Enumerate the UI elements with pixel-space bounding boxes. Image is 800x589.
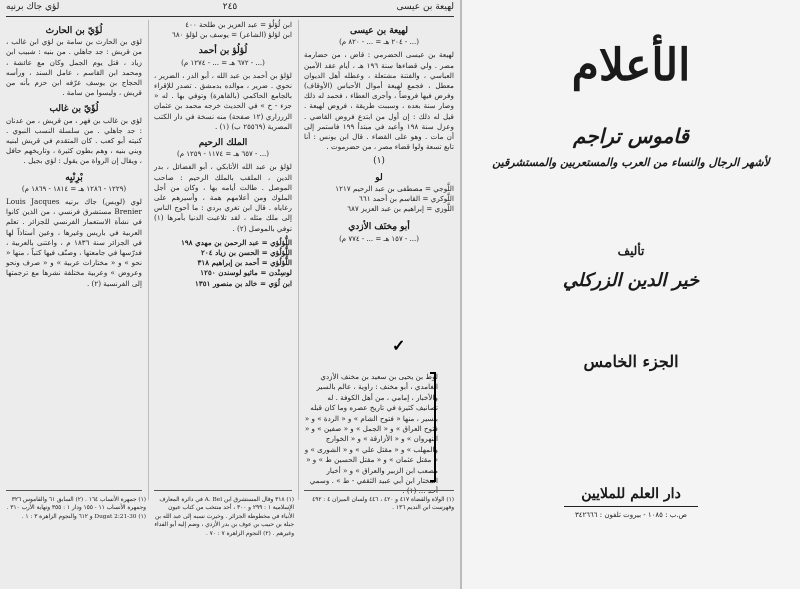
entry-title: لهيعة بن عيسى <box>349 26 408 36</box>
reference-line: ابن لُوَي = خالد بن منصور ١٣٥١ <box>195 278 292 288</box>
entry-text: لوي (لويس) جاك برنيه Louis Jacques Brenier مستشرق فرنسي ، من الذين كانوا في نشأة الاستعمار الفرنسي للجزائر . تعلم العربية في باريس وغيرها ، وعين أستاذاً لها في الجزائر سنة ١٨٣٦ م ، واعتنى بالعربية ، فدرّسها في جامعتها ، وصنّف فيها كتباً ، منها « نحو » و « مختارات عربية » و « صرف ونحو وعروض » وعربية مختلفة نشرها مع ترجمتها إلى الفرنسية (٢) . <box>6 197 142 288</box>
entry-text: لؤي بن غالب بن فهر ، من قريش ، من عدنان : جد جاهلي . من سلسلة النسب النبوي . كنيته أبو كعب . كان المتقدم في قريش لبنيه وبني بنيه ، وهم بطون كثيرة ، وتاريخهم حافل ، ويقال إن الرواة من يقول : لؤي بجيل . <box>6 115 142 166</box>
handwritten-checkmark-icon: ✓ <box>392 336 406 355</box>
author-label: تأليف <box>617 244 645 258</box>
header-rule <box>6 16 454 17</box>
reference-line: لوسِنْدن = ماثيو لوسندن ١٢٥٠ <box>200 268 292 278</box>
page-number: ٢٤٥ <box>222 2 238 12</box>
highlighted-entry-text: لوط بن يحيى بن سعيد بن مخنف الأزدي الغامدي ، أبو مخنف : راوية ، عالم بالسير والأخبار ، إمامي ، من أهل الكوفة . له تصانيف كثيرة في تاريخ عصره وما كان قبله بيسير ، منها « فتوح الشام » و « الردة » و « فتوح العراق » و « الجمل » و « صفين » و « النهروان » و « الأزارقة » و « الخوارج والمهلب » و « مقتل علي » و « الشورى » و « مقتل عثمان » و « مقتل الحسين ط » و « مصعب ابن الزبير والعراق » و « أخبار المختار ابن أبي عبيد الثقفي - ط » . وسمي <box>304 372 438 486</box>
volume-label: الجزء الخامس <box>583 352 679 371</box>
entry-text: لؤي بن الحارث بن سامة بن لؤي ابن غالب ، من قريش : جد جاهلي . من بنيه : شبيب ابن زياد ، قتل يوم الجمل وكان مع عائشة ، ومحمد ابن القاسم ، عامل السند ، ورأسه الحجاج بن يوسف عرّفه ابن حزم بأنه من قريش ، وليسوا من سامة . <box>6 37 142 98</box>
publisher-name: دار العلم للملايين <box>581 486 681 502</box>
footnote-rule <box>154 490 292 491</box>
entry-text: لؤلؤ بن أحمد بن عبد الله ، أبو الدر ، الضرير ، نحوي . ضرير ، موالده بدمشق . تصدر للإقراء بالجامع الحاكمي (بالقاهرة) وتوفي بها . له « جزء - خ » في الحديث خرجه محمد بن عثمان الزرزاري (١٢ صفحة) منه نسخة في دار الكتب المصرية (٢٥٥٦٩ ب) (١) . <box>154 70 292 131</box>
column-right <box>304 20 454 247</box>
reference-line: اللَّوزي = إبراهيم بن عبد العزيز ٦٨٧ <box>347 204 454 214</box>
publisher-rule <box>564 506 698 507</box>
footnote: (١) الولاة والقضاة ٤١٧ و ٤٢٠ ، ٤٤٦ ولسان الميزان ٤ : ٤٩٢ وفهرست ابن النديم ١٣٦ . <box>312 497 454 512</box>
header-right-word: لهيعة بن عيسى <box>396 2 454 12</box>
footnote: (١) ٣١٨ وقال المستشرق ابن A. Bel في دائرة المعارف الإسلامية ١ : ٢٩٩ و ٣٠٠ ، أحد منتخب من كتاب عيون الأنباء في مخطوطة الجزائر . وخيرت نسبه إلى عبد الله بن جبلة بن حبيب بن عوف بن بدر الأزدي ، وضم إليه أبو الفداء وغيرهم . (٢) النجوم الزاهرة ٧ : ٧٠ . <box>154 497 294 537</box>
reference-line: اللُّؤلُؤي = الحسن بن زياد ٢٠٤ <box>201 248 292 258</box>
column-left <box>6 20 142 293</box>
reference-line: اللَّوكري = القاسم بن أحمد ٦٦١ <box>359 194 454 204</box>
entry-title: لو <box>375 172 383 183</box>
column-middle <box>154 20 292 289</box>
publisher-address: ص.ب : ١٠٨٥ - بيروت تلفون : ٣٤٢٦٦٦ <box>574 511 687 519</box>
footnote: (١) جمهرة الأنساب ١٦٤ . (٢) السابق ٦١ والقاموس ٣٢٦ وجمهرة الأنساب ١١ - ١٥٥ ودار ١ : ٣٥٥ ونهاية الأرب ٣١٠ . (١) Dugat 2:21-30 و ٦١٢ والنجوم الزاهرة ٣ : ١ . <box>6 497 146 520</box>
reference-line: اللُّؤلُؤي = أحمد بن إبراهيم ٣١٨ <box>197 258 292 268</box>
author-name: خير الدين الزركلي <box>562 270 700 291</box>
reference-line: اللُّؤلُؤي = عبد الرحمن بن مهدي ١٩٨ <box>181 237 292 247</box>
entry-dates: (... - ٦٥٧ هـ = ١١٧٤ - ١٢٥٩ م) <box>176 150 270 159</box>
citation-mark: (١) <box>373 156 385 167</box>
column-divider <box>148 20 149 500</box>
reference-line: اللَّوجي = مصطفى بن عبد الرحيم ١٢١٧ <box>335 183 454 193</box>
book-title: الأعلام <box>571 40 691 91</box>
entry-text: لؤلؤ بن عبد الله الأتابكي ، أبو الفضائل ، بدر الدين ، الملقب بالملك الرحيم : صاحب الموصل . طالت أيامه بها ، وكان من أجل الملوك ومن أعلامهم همة ، وأسيرهم على رعاياه . قال ابن تغري بردي : ما أحوج الناس إلى ملك مثله ، لقد تلاعبت الدنيا بأمرها (١) توفي بالموصل (٢) . <box>154 162 292 233</box>
entry-title: لُؤَيّ بن الحارث <box>45 26 103 36</box>
entry-title: لُؤلُؤ بن أحمد <box>198 46 248 57</box>
entry-title: لُؤَيّ بن غالب <box>49 104 99 115</box>
footnote-rule <box>6 490 142 491</box>
reference-line: ابن لُؤلُؤ = عبد العزيز بن طلحة ٤٠٠ <box>185 20 292 29</box>
book-subtitle-line2: لأشهر الرجال والنساء من العرب والمستعربين والمستشرقين <box>492 156 770 169</box>
title-block <box>462 0 800 589</box>
running-header <box>6 2 454 16</box>
entry-title: الملك الرحيم <box>198 138 248 149</box>
title-page <box>462 0 800 589</box>
reference-line: ابن لؤلؤ (الشاعر) = يوسف بن لؤلؤ ٦٨٠ <box>172 30 292 40</box>
handwritten-bracket <box>430 372 436 482</box>
entry-title: أبو مِخنَف الأزدي <box>348 222 410 233</box>
entry-dates: (... - ١٥٧ هـ = ... - ٧٧٤ م) <box>339 234 419 243</box>
entry-dates: (... - ٦٧٢ هـ = ... - ١٢٧٤ م) <box>181 58 265 67</box>
column-divider <box>298 20 299 500</box>
entry-dates: (... - ٢٠٤ هـ = ... - ٨٢٠ م) <box>339 38 419 47</box>
book-subtitle: قاموس تراجم <box>573 124 689 148</box>
entry-title: بْرِنْيِه <box>65 172 83 183</box>
footnote-rule <box>304 490 454 491</box>
entry-text: لهيعة بن عيسى الحضرمي : قاض ، من حضارمة مصر . ولي قضاءها سنة ١٩٦ هـ ، أيام عقد الأمين العباسي ، والفتنة مشتعلة ، وعطله أهل الديوان معطل ، فجمع لهيعة أموال الأحباس (الأوقاف) وفرض فيها فروضاً ، وأجرى العطاء ، فحمد له ذلك وصار سنة بعده ، وسببت طريقة ، فروض لهيعة . قيل له ذلك : إن أول من ابتدع فروض القاضي . وعزل سنة ١٩٨ وأعيد في مبتدأ ١٩٩ فاستمر إلى أن مات . وهو على القضاء . قال ابن يونس : أنا تابع تسعة ولوا قضاء مصر ، من حضرموت . <box>304 50 455 152</box>
header-left-word: لؤي جاك برنيه <box>6 2 60 12</box>
entry-dates: (١٢٢٩ - ١٢٨٦ هـ = ١٨١٤ - ١٨٦٩ م) <box>21 184 127 193</box>
